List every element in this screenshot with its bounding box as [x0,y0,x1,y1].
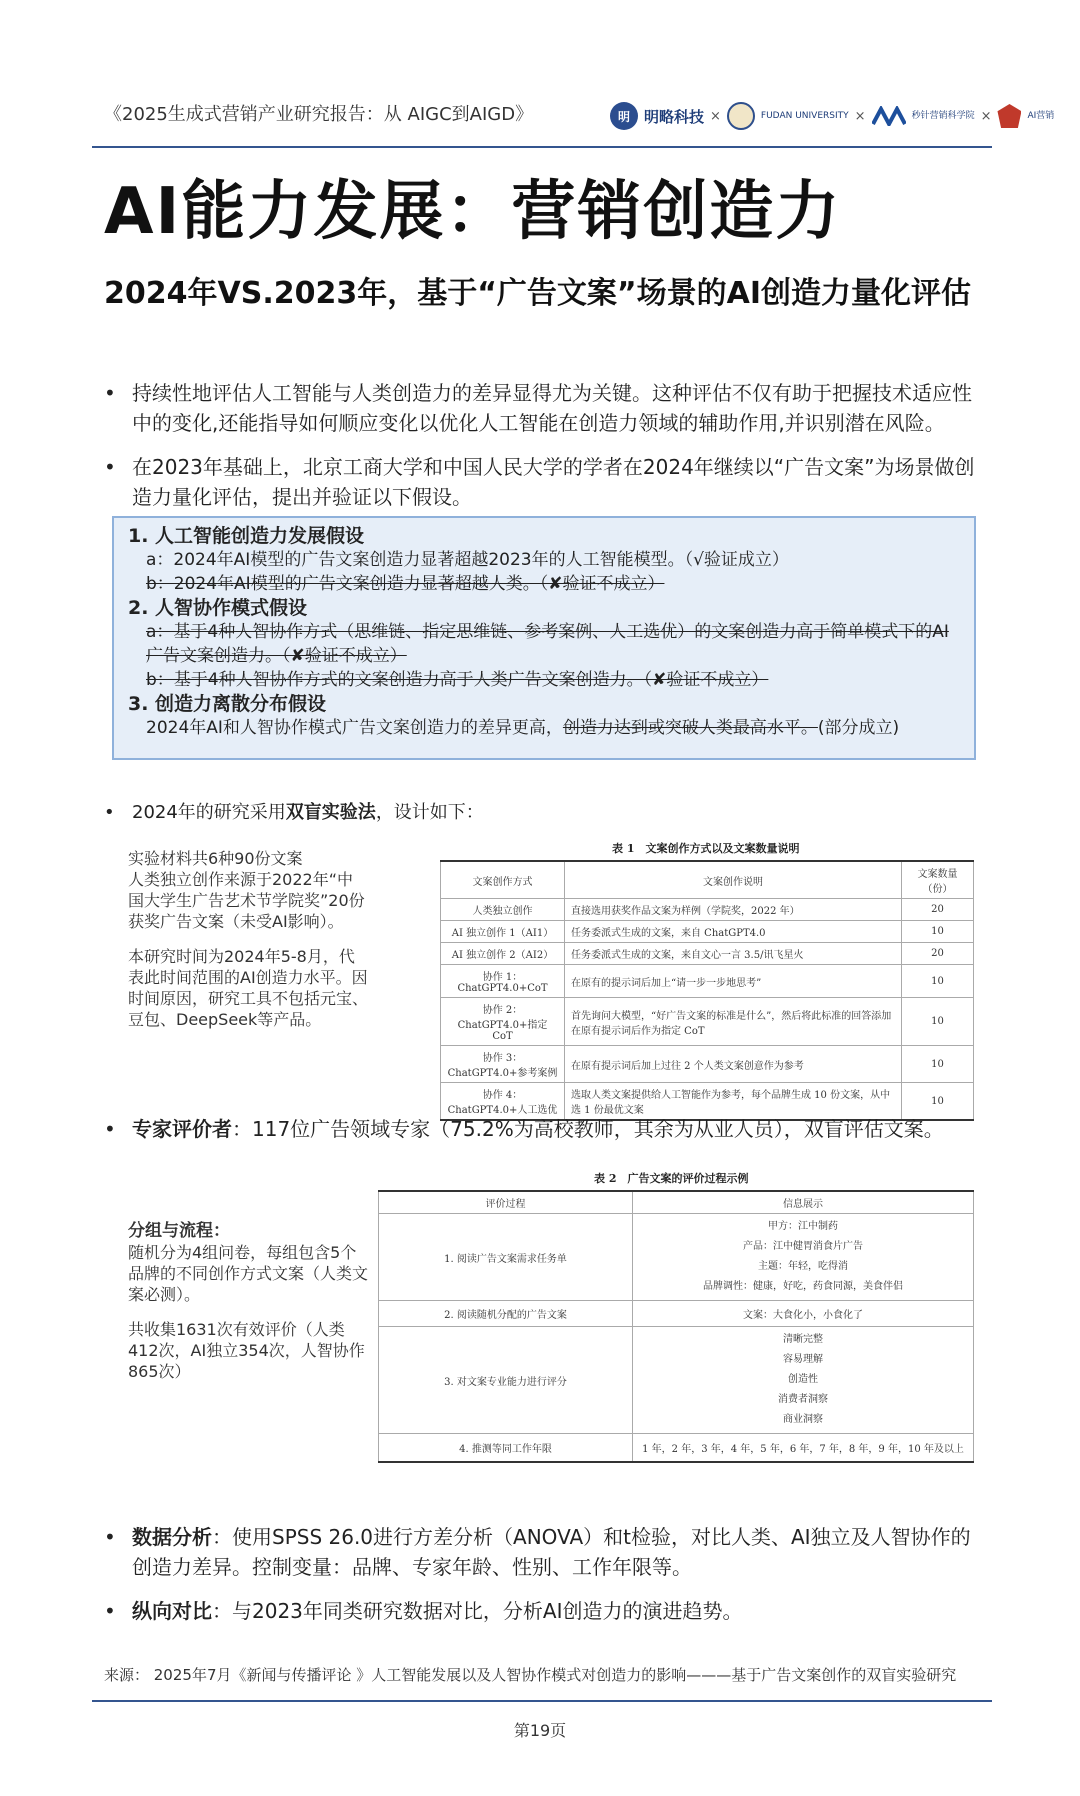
table1-header: 文案创作说明 [565,861,902,899]
table-cell: 任务委派式生成的文案，来自 ChatGPT4.0 [565,921,902,943]
bullet-text [104,1522,984,1582]
hypothesis-1-title: 1. 人工智能创造力发展假设 [128,525,365,547]
table1-header: 文案数量（份） [902,861,974,899]
mininglamp-logo-icon: 明 [610,102,638,130]
table-cell: 10 [902,998,974,1046]
table-cell: 首先询问大模型，“好广告文案的标准是什么”，然后将此标准的回答添加在原有提示词后作为指定 CoT [565,998,902,1046]
hypothesis-3-title: 3. 创造力离散分布假设 [128,693,327,715]
bullet-text [104,1596,984,1626]
table-cell: 任务委派式生成的文案，来自文心一言 3.5/讯飞星火 [565,943,902,965]
bullet-dot: • [104,381,116,405]
bullet-intro [104,378,984,438]
grouping-line-2: 共收集1631次有效评价（人类412次，AI独立354次，人智协作865次） [128,1320,365,1381]
page-header [0,0,1080,126]
table-cell: 10 [902,921,974,943]
grouping-note [128,1220,368,1382]
page-title: AI能力发展：营销创造力 [104,175,842,249]
table-cell: 协作 2：ChatGPT4.0+指定 CoT [441,998,565,1046]
table-cell: 10 [902,1083,974,1121]
table2-header: 信息展示 [633,1191,974,1214]
table-row [441,943,974,965]
method-prefix: 2024年的研究采用 [132,802,286,823]
partner-logos [610,96,1054,136]
bullet-text [104,1114,984,1144]
table-cell: 3. 对文案专业能力进行评分 [379,1327,633,1434]
grouping-title: 分组与流程： [128,1221,230,1241]
hypothesis-3-result: (部分成立) [817,718,900,738]
table2-caption: 表 2 广告文案的评价过程示例 [594,1172,749,1185]
table-cell [633,1327,974,1434]
hypothesis-2-title: 2. 人智协作模式假设 [128,597,308,619]
table-cell: 协作 4：ChatGPT4.0+人工选优 [441,1083,565,1121]
info-line: 创造性 [788,1374,818,1385]
bullet-longitudinal [104,1596,984,1626]
method-suffix: ，设计如下： [375,802,484,823]
header-divider [92,146,992,148]
materials-line-3: 本研究时间为2024年5-8月，代表此时间范围的AI创造力水平。因时间原因，研究工具不包括元宝、豆包、DeepSeek等产品。 [128,947,369,1029]
table-row [379,1327,974,1434]
experts-rest: ：117位广告领域专家（75.2%为高校教师，其余为从业人员），双盲评估文案。 [232,1117,944,1141]
table-cell: 10 [902,965,974,998]
bullet-dot: • [104,1525,116,1549]
table-cell: 20 [902,943,974,965]
table-cell: 2. 阅读随机分配的广告文案 [379,1301,633,1327]
table-cell: 选取人类文案提供给人工智能作为参考，每个品牌生成 10 份文案，从中选 1 份最优文案 [565,1083,902,1121]
table-row [441,921,974,943]
hypothesis-3-body [128,716,960,740]
partner-name-mininglamp: 明略科技 [644,107,705,126]
table-cell: AI 独立创作 2（AI2） [441,943,565,965]
info-line: 主题：年轻，吃得消 [758,1261,848,1272]
longitudinal-bold: 纵向对比 [132,1599,212,1623]
hypothesis-1b: b：2024年AI模型的广告文案创造力显著超越人类。（✘验证不成立） [146,574,665,594]
table-cell: 协作 1：ChatGPT4.0+CoT [441,965,565,998]
grouping-line-1: 随机分为4组问卷，每组包含5个品牌的不同创作方式文案（人类文案必测）。 [128,1243,369,1304]
table-cell: 1 年，2 年，3 年，4 年，5 年，6 年，7 年，8 年，9 年，10 年及以上 [633,1434,974,1462]
table-cell: 20 [902,899,974,921]
hypothesis-2a: a：基于4种人智协作方式（思维链、指定思维链、参考案例、人工选优）的文案创造力高于简单模式下的AI广告文案创造力。（✘验证不成立） [146,622,949,666]
info-line: 清晰完整 [783,1334,823,1345]
analysis-bold: 数据分析 [132,1525,212,1549]
bullet-dot: • [104,1117,116,1141]
bullet-analysis [104,1522,984,1582]
page-number: 第19页 [513,1721,567,1740]
bullet-hypotheses-intro [104,452,984,512]
page-subtitle: 2024年VS.2023年，基于“广告文案”场景的AI创造力量化评估 [104,276,972,311]
table-cell: 在原有的提示词后加上“请一步一步地思考” [565,965,902,998]
experts-bold: 专家评价者 [132,1117,232,1141]
table2-header-row [379,1191,974,1214]
ai-marketing-logo-icon [997,104,1021,128]
partner-name-miaozhen: 秒针营销科学院 [911,111,975,121]
times-separator: × [980,108,992,124]
bullet-text [104,798,984,828]
table1-header-row [441,861,974,899]
hypothesis-3-text: 2024年AI和人智协作模式广告文案创造力的差异更高， [146,718,563,738]
table-cell: 在原有提示词后加上过往 2 个人类文案创意作为参考 [565,1046,902,1083]
table1-caption: 表 1 文案创作方式以及文案数量说明 [612,842,800,855]
materials-line-2: 人类独立创作来源于2022年“中国大学生广告艺术节学院奖”20份获奖广告文案（未受AI影响）。 [128,870,365,931]
miaozhen-logo-icon [872,106,906,126]
bullet-method [104,798,984,828]
source-citation: 来源： 2025年7月《新闻与传播评论 》人工智能发展以及人智协作模式对创造力的影响———基于广告文案创作的双盲实验研究 [104,1666,957,1684]
info-line: 产品：江中健胃消食片广告 [743,1241,863,1252]
report-title: 《2025生成式营销产业研究报告：从 AIGC到AIGD》 [104,104,534,125]
table-cell: 4. 推测等同工作年限 [379,1434,633,1462]
table-row [441,998,974,1046]
materials-note [128,848,368,1030]
table2 [378,1190,974,1463]
bullet-experts [104,1114,984,1144]
bullet-dot: • [104,455,116,479]
hypothesis-1a: a：2024年AI模型的广告文案创造力显著超越2023年的人工智能模型。（√验证成立） [146,550,789,570]
materials-line-1: 实验材料共6种90份文案 [128,849,303,868]
bullet-dot: • [104,802,115,823]
table-row [441,965,974,998]
hypothesis-3-struck: 创造力达到或突破人类最高水平。 [562,718,818,738]
table-cell: 协作 3：ChatGPT4.0+参考案例 [441,1046,565,1083]
table-cell: 1. 阅读广告文案需求任务单 [379,1214,633,1301]
fudan-seal-icon [727,102,755,130]
partner-name-ai-marketing: AI营销 [1027,111,1055,121]
table-cell: AI 独立创作 1（AI1） [441,921,565,943]
footer-divider [92,1700,992,1702]
table-cell: 人类独立创作 [441,899,565,921]
table-row [379,1214,974,1301]
hypothesis-2b: b：基于4种人智协作方式的文案创造力高于人类广告文案创造力。（✘验证不成立） [146,670,769,690]
table-cell: 文案：大食化小，小食化了 [633,1301,974,1327]
table-row [379,1301,974,1327]
partner-name-fudan: FUDAN UNIVERSITY [760,111,849,121]
table1 [440,860,974,1121]
times-separator: × [710,108,721,124]
info-line: 消费者洞察 [778,1394,828,1405]
times-separator: × [854,108,866,124]
bullet-text: 在2023年基础上，北京工商大学和中国人民大学的学者在2024年继续以“广告文案”为场景做创造力量化评估，提出并验证以下假设。 [132,455,975,509]
table-row [441,1046,974,1083]
info-line: 商业洞察 [783,1414,823,1425]
hypotheses-box [112,516,976,760]
info-line: 甲方：江中制药 [768,1221,838,1232]
bullet-dot: • [104,1599,116,1623]
longitudinal-rest: ：与2023年同类研究数据对比，分析AI创造力的演进趋势。 [212,1599,743,1623]
table1-header: 文案创作方式 [441,861,565,899]
table2-header: 评价过程 [379,1191,633,1214]
bullet-text: 持续性地评估人工智能与人类创造力的差异显得尤为关键。这种评估不仅有助于把握技术适应性中的变化,还能指导如何顺应变化以优化人工智能在创造力领域的辅助作用,并识别潜在风险。 [132,381,972,435]
analysis-rest: ：使用SPSS 26.0进行方差分析（ANOVA）和t检验，对比人类、AI独立及人智协作的创造力差异。控制变量：品牌、专家年龄、性别、工作年限等。 [132,1525,971,1579]
table-row [441,899,974,921]
table-row [379,1434,974,1462]
table-cell: 10 [902,1046,974,1083]
table-cell [633,1214,974,1301]
info-line: 容易理解 [783,1354,823,1365]
method-bold: 双盲实验法 [285,802,376,823]
table-cell: 直接选用获奖作品文案为样例（学院奖，2022 年） [565,899,902,921]
info-line: 品牌调性：健康，好吃，药食同源，美食伴侣 [703,1281,903,1292]
